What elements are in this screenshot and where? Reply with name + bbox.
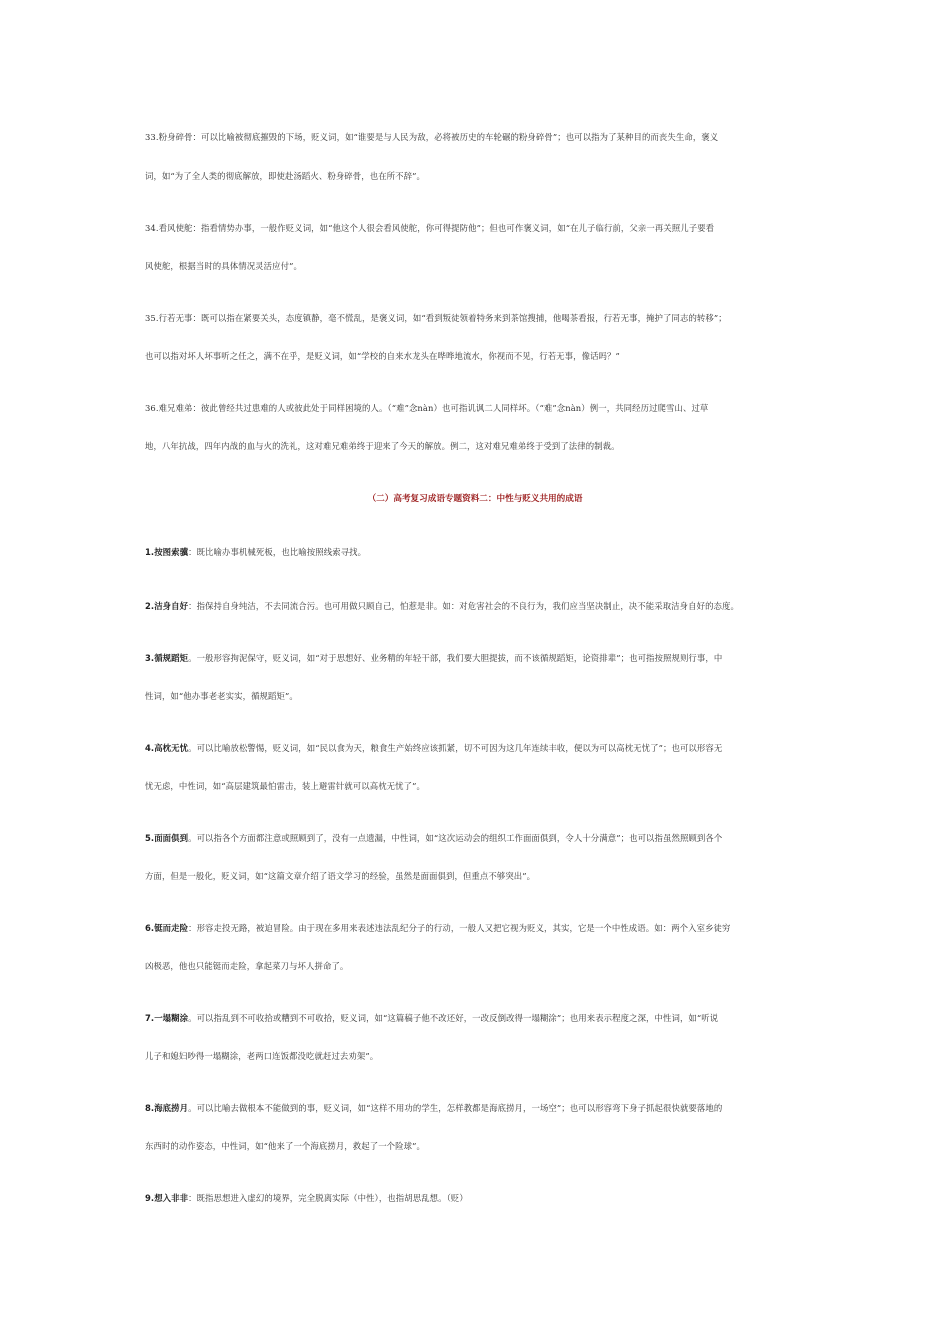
entry-36-line-2: 地，八年抗战，四年内战的血与火的洗礼，这对难兄难弟终于迎来了今天的解放。例二，这对难兄难弟终于受到了法律的制裁。 (145, 441, 620, 451)
item-3-line-2: 性词，如“他办事老老实实，循规蹈矩”。 (145, 691, 298, 701)
item-4-term: 4.高枕无忧 (145, 743, 189, 753)
entry-35-line-2: 也可以指对坏人坏事听之任之，满不在乎，是贬义词，如“学校的自来水龙头在哗哗地流水，你视而不见，行若无事，像话吗？” (145, 351, 620, 361)
item-9-term: 9.想入非非 (145, 1193, 189, 1203)
item-8-term: 8.海底捞月 (145, 1103, 189, 1113)
item-6-line-1 (145, 922, 731, 934)
item-6-line-2: 凶极恶，他也只能铤而走险，拿起菜刀与坏人拼命了。 (145, 961, 349, 971)
entry-33-line-1: 33.粉身碎骨：可以比喻被彻底摧毁的下场，贬义词，如“谁要是与人民为敌，必将被历史的车轮碾的粉身碎骨”；也可以指为了某种目的而丧失生命，褒义 (145, 132, 719, 142)
entry-34-line-2: 风使舵，根据当时的具体情况灵活应付”。 (145, 261, 302, 271)
item-4-line-2: 忧无虑，中性词，如“高层建筑最怕雷击，装上避雷针就可以高枕无忧了”。 (145, 781, 425, 791)
item-1-text: ：既比喻办事机械死板，也比喻按照线索寻找。 (188, 547, 367, 557)
item-7-term: 7.一塌糊涂 (145, 1013, 189, 1023)
item-1-term: 1.按图索骥 (145, 547, 189, 557)
item-6-text: ：形容走投无路，被迫冒险。由于现在多用来表述违法乱纪分子的行动，一般人又把它视为贬义，其实，它是一个中性成语。如：两个入室乡徒穷 (188, 923, 731, 933)
item-3-text: 。一般形容拘泥保守，贬义词，如“对于思想好、业务精的年轻干部，我们要大胆提拔，而不该循规蹈矩，论资排辈”；也可指按照规则行事，中 (188, 653, 723, 663)
item-1 (145, 546, 366, 558)
entry-35-line-1: 35.行若无事：既可以指在紧要关头，态度镇静，毫不慌乱，是褒义词，如“看到叛徒领着特务来到茶馆搜捕，他喝茶看报，行若无事，掩护了同志的转移”； (145, 313, 727, 323)
item-6-term: 6.铤而走险 (145, 923, 189, 933)
item-2-text: ：指保持自身纯洁，不去同流合污。也可用做只顾自己，怕惹是非。如：对危害社会的不良行为，我们应当坚决制止，决不能采取洁身自好的态度。 (188, 601, 739, 611)
item-3-line-1 (145, 652, 722, 664)
item-8-line-2: 东西时的动作姿态，中性词，如“他来了一个海底捞月，救起了一个险球”。 (145, 1141, 425, 1151)
item-2-term: 2.洁身自好 (145, 601, 189, 611)
item-4-text: 。可以比喻放松警惕，贬义词，如“民以食为天，粮食生产始终应该抓紧，切不可因为这几年连续丰收，便以为可以高枕无忧了”；也可以形容无 (188, 743, 723, 753)
entry-33-line-2: 词，如“为了全人类的彻底解放，即使赴汤蹈火、粉身碎骨，也在所不辞”。 (145, 171, 425, 181)
item-7-line-1 (145, 1012, 718, 1024)
section-heading: （二）高考复习成语专题资料二：中性与贬义共用的成语 (367, 494, 583, 504)
entry-36-line-1: 36.难兄难弟：彼此曾经共过患难的人或彼此处于同样困境的人。（“难”念nàn）也可指讥讽二人同样坏。（“难”念nàn）例一，共同经历过爬雪山、过草 (145, 403, 709, 413)
item-5-term: 5.面面俱到 (145, 833, 189, 843)
item-5-line-2: 方面，但是一般化，贬义词，如“这篇文章介绍了语文学习的经验，虽然是面面俱到，但重点不够突出”。 (145, 871, 536, 881)
item-5-text: 。可以指各个方面都注意或照顾到了，没有一点遗漏，中性词，如“这次运动会的组织工作面面俱到，令人十分满意”；也可以指虽然照顾到各个 (188, 833, 723, 843)
item-9 (145, 1192, 468, 1204)
entry-34-line-1: 34.看风使舵：指看情势办事，一般作贬义词，如“他这个人很会看风使舵，你可得提防他”；但也可作褒义词，如“在儿子临行前，父亲一再关照儿子要看 (145, 223, 715, 233)
item-3-term: 3.循规蹈矩 (145, 653, 189, 663)
item-7-line-2: 儿子和媳妇吵得一塌糊涂，老两口连饭都没吃就赶过去劝架”。 (145, 1051, 379, 1061)
item-9-text: ：既指思想进入虚幻的境界，完全脱离实际（中性），也指胡思乱想。（贬） (188, 1193, 468, 1203)
item-8-line-1 (145, 1102, 722, 1114)
item-8-text: 。可以比喻去做根本不能做到的事，贬义词，如“这样不用功的学生，怎样教都是海底捞月，一场空”；也可以形容弯下身子抓起很快就要落地的 (188, 1103, 723, 1113)
item-5-line-1 (145, 832, 722, 844)
item-4-line-1 (145, 742, 722, 754)
item-2 (145, 600, 739, 612)
item-7-text: 。可以指乱到不可收拾或糟到不可收拾，贬义词，如“这篇稿子他不改还好，一改反倒改得一塌糊涂”；也用来表示程度之深，中性词，如“听说 (188, 1013, 719, 1023)
